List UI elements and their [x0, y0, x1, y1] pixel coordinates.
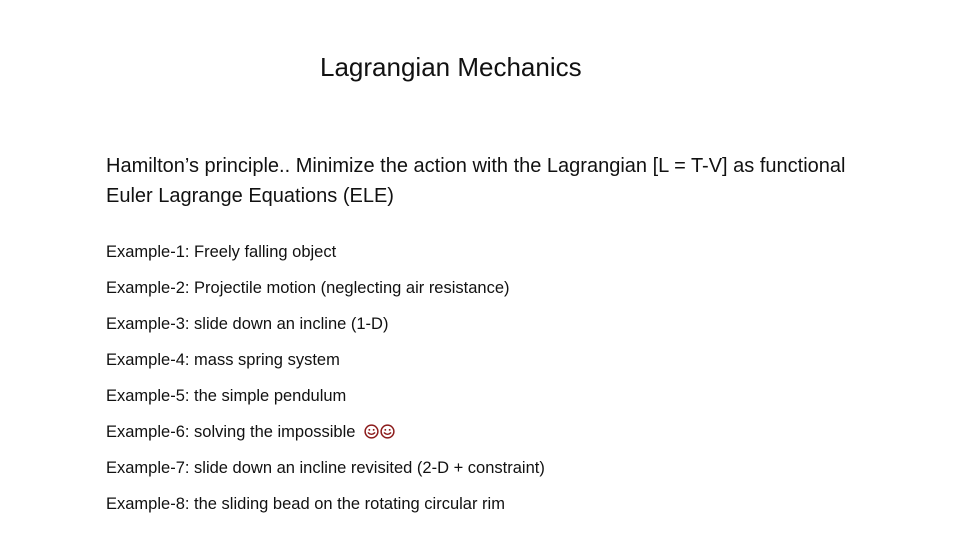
list-item-example-1 — [106, 240, 926, 276]
example-text: Example-2: Projectile motion (neglecting air resistance) — [106, 279, 510, 297]
list-item-example-5 — [106, 384, 926, 420]
list-item-example-3 — [106, 312, 926, 348]
intro-line-ele: Euler Lagrange Equations (ELE) — [106, 185, 394, 207]
intro-line-hamilton: Hamilton’s principle.. Minimize the action with the Lagrangian [L = T-V] as functional — [106, 155, 846, 177]
slide-title: Lagrangian Mechanics — [320, 52, 582, 82]
example-text: Example-8: the sliding bead on the rotating circular rim — [106, 495, 505, 513]
example-text: Example-3: slide down an incline (1-D) — [106, 315, 389, 333]
example-text: Example-6: solving the impossible — [106, 423, 356, 441]
list-item-example-2 — [106, 276, 926, 312]
example-text: Example-7: slide down an incline revisited (2-D + constraint) — [106, 459, 545, 477]
list-item-example-6 — [106, 420, 926, 456]
intro-block — [106, 151, 946, 211]
list-item-example-8 — [106, 492, 926, 528]
example-text: Example-5: the simple pendulum — [106, 387, 347, 405]
smiley-face-icon — [380, 424, 395, 439]
list-item-example-4 — [106, 348, 926, 384]
list-item-example-7 — [106, 456, 926, 492]
smiley-face-icon — [364, 424, 379, 439]
example-text: Example-4: mass spring system — [106, 351, 340, 369]
example-text: Example-1: Freely falling object — [106, 243, 337, 261]
example-list — [106, 240, 926, 528]
